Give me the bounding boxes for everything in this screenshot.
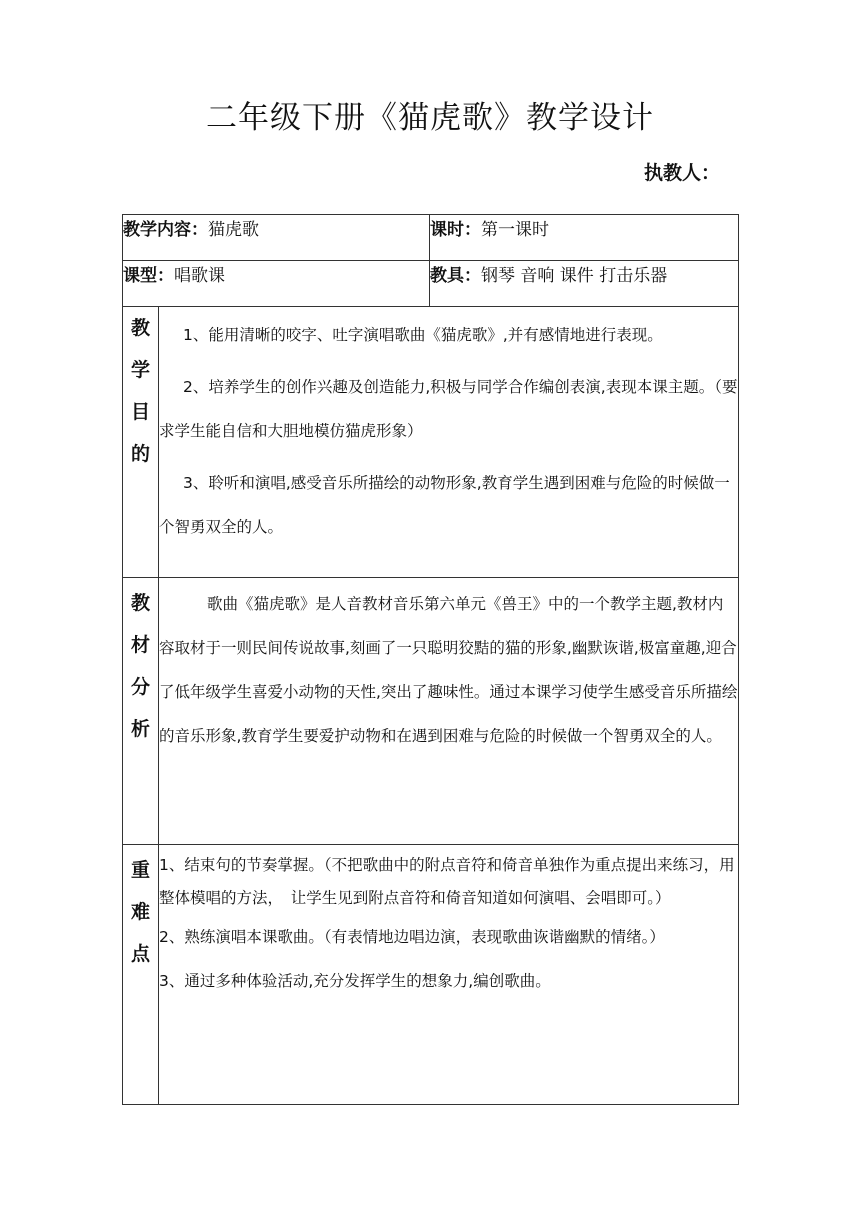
key-point-item: 1、结束句的节奏掌握。（不把歌曲中的附点音符和倚音单独作为重点提出来练习，用整体模唱的方法， 让学生见到附点音符和倚音知道如何演唱、会唱即可。）: [159, 856, 735, 907]
analysis-content: [159, 578, 739, 845]
teaching-tools-label: 教具：: [430, 266, 481, 286]
key-points-row: [123, 845, 739, 1105]
lesson-plan-table: [122, 214, 739, 1105]
key-points-label: 重 难 点: [123, 845, 159, 1105]
objectives-content: [159, 307, 739, 578]
objective-item: 1、能用清晰的咬字、吐字演唱歌曲《猫虎歌》,并有感情地进行表现。: [183, 326, 663, 344]
objectives-label: 教 学 目 的: [123, 307, 159, 578]
teaching-tools-cell: [430, 261, 739, 307]
objectives-row: [123, 307, 739, 578]
lesson-type-label: 课型：: [123, 266, 174, 286]
teaching-content-cell: [123, 215, 430, 261]
class-period-label: 课时：: [430, 220, 481, 240]
key-point-item: 2、熟练演唱本课歌曲。（有表情地边唱边演，表现歌曲诙谐幽默的情绪。）: [159, 928, 665, 946]
teaching-content-label: 教学内容：: [123, 220, 208, 240]
objective-item: 2、培养学生的创作兴趣及创造能力,积极与同学合作编创表演,表现本课主题。（要求学生能自信和大胆地模仿猫虎形象）: [159, 378, 738, 440]
analysis-label: 教 材 分 析: [123, 578, 159, 845]
analysis-text: 歌曲《猫虎歌》是人音教材音乐第六单元《兽王》中的一个教学主题,教材内容取材于一则民间传说故事,刻画了一只聪明狡黠的猫的形象,幽默诙谐,极富童趣,迎合了低年级学生喜爱小动物的天性,突出了趣味性。通过本课学习使学生感受音乐所描绘的音乐形象,教育学生要爱护动物和在遇到困难与危险的时候做一个智勇双全的人。: [159, 595, 738, 745]
teacher-label: 执教人：: [643, 162, 720, 184]
objective-item: 3、聆听和演唱,感受音乐所描绘的动物形象,教育学生遇到困难与危险的时候做一个智勇双全的人。: [159, 474, 730, 536]
header-row-type: [123, 261, 739, 307]
teaching-tools-value: 钢琴 音响 课件 打击乐器: [481, 266, 668, 286]
header-row-content: [123, 215, 739, 261]
key-points-content: [159, 845, 739, 1105]
analysis-row: [123, 578, 739, 845]
lesson-type-cell: [123, 261, 430, 307]
key-point-item: 3、通过多种体验活动,充分发挥学生的想象力,编创歌曲。: [159, 972, 551, 990]
document-title: 二年级下册《猫虎歌》教学设计: [206, 100, 654, 136]
teaching-content-value: 猫虎歌: [208, 220, 259, 240]
class-period-value: 第一课时: [481, 220, 549, 240]
class-period-cell: [430, 215, 739, 261]
lesson-type-value: 唱歌课: [174, 266, 225, 286]
